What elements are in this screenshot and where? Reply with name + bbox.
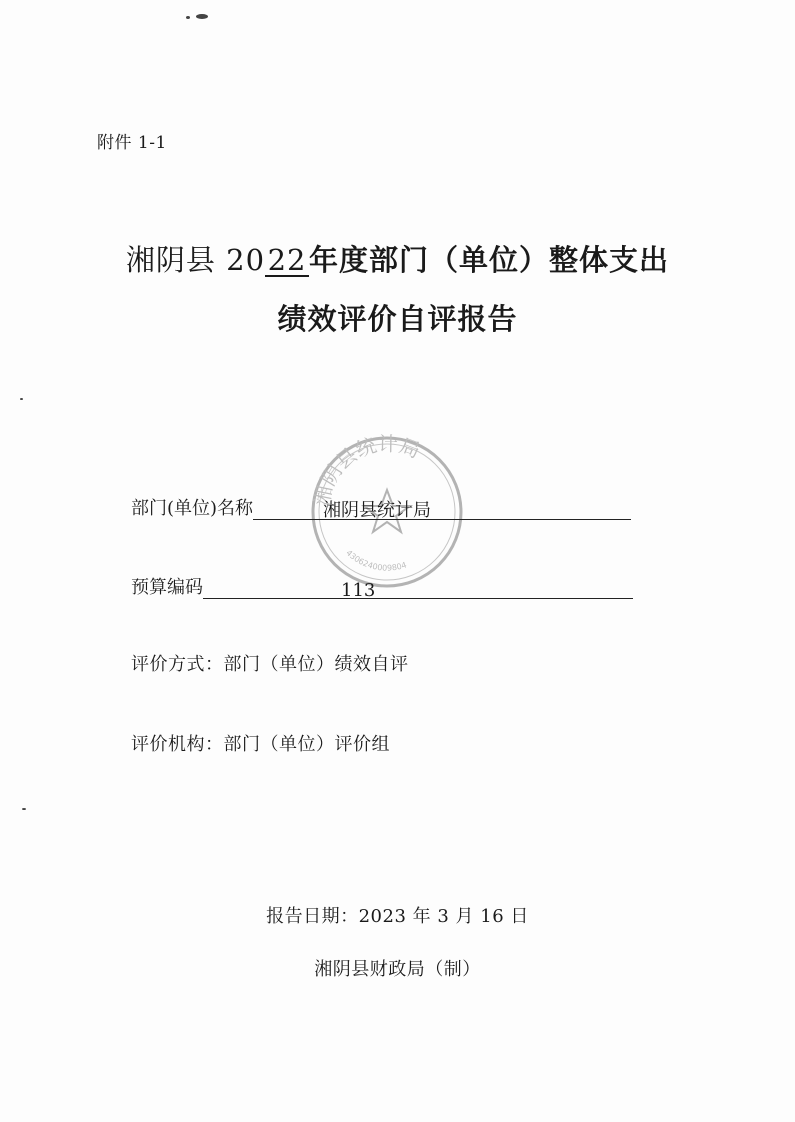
- budget-code-field: [131, 573, 633, 599]
- evaluation-method: 评价方式：部门（单位）绩效自评: [131, 654, 409, 675]
- budget-code-line: [203, 576, 633, 599]
- department-name-line: [253, 497, 631, 520]
- department-name-value: 湘阴县统计局: [323, 500, 432, 521]
- seal-text: 湘阴县统计局: [309, 432, 424, 509]
- attachment-label: 附件 1-1: [97, 133, 167, 153]
- issuer: 湘阴县财政局（制）: [314, 959, 481, 980]
- title-year-fill: 22: [265, 245, 309, 277]
- document-title-line-1: [0, 238, 795, 279]
- seal-code: 4306240009804: [344, 548, 408, 573]
- scan-speck: [20, 398, 23, 400]
- scan-speck: [22, 808, 26, 810]
- title-prefix: 湘阴县 20: [125, 243, 266, 277]
- scan-speck: [196, 14, 208, 19]
- document-title-line-2: 绩效评价自评报告: [277, 302, 518, 336]
- department-name-field: [131, 494, 631, 520]
- department-name-label: 部门(单位)名称: [131, 498, 254, 519]
- scan-speck: [186, 16, 190, 19]
- evaluation-organization: 评价机构：部门（单位）评价组: [131, 734, 390, 755]
- budget-code-label: 预算编码: [131, 577, 203, 598]
- title-suffix: 年度部门（单位）整体支出: [309, 243, 670, 277]
- budget-code-value: 113: [341, 580, 376, 601]
- report-date: 报告日期：2023 年 3 月 16 日: [266, 906, 529, 927]
